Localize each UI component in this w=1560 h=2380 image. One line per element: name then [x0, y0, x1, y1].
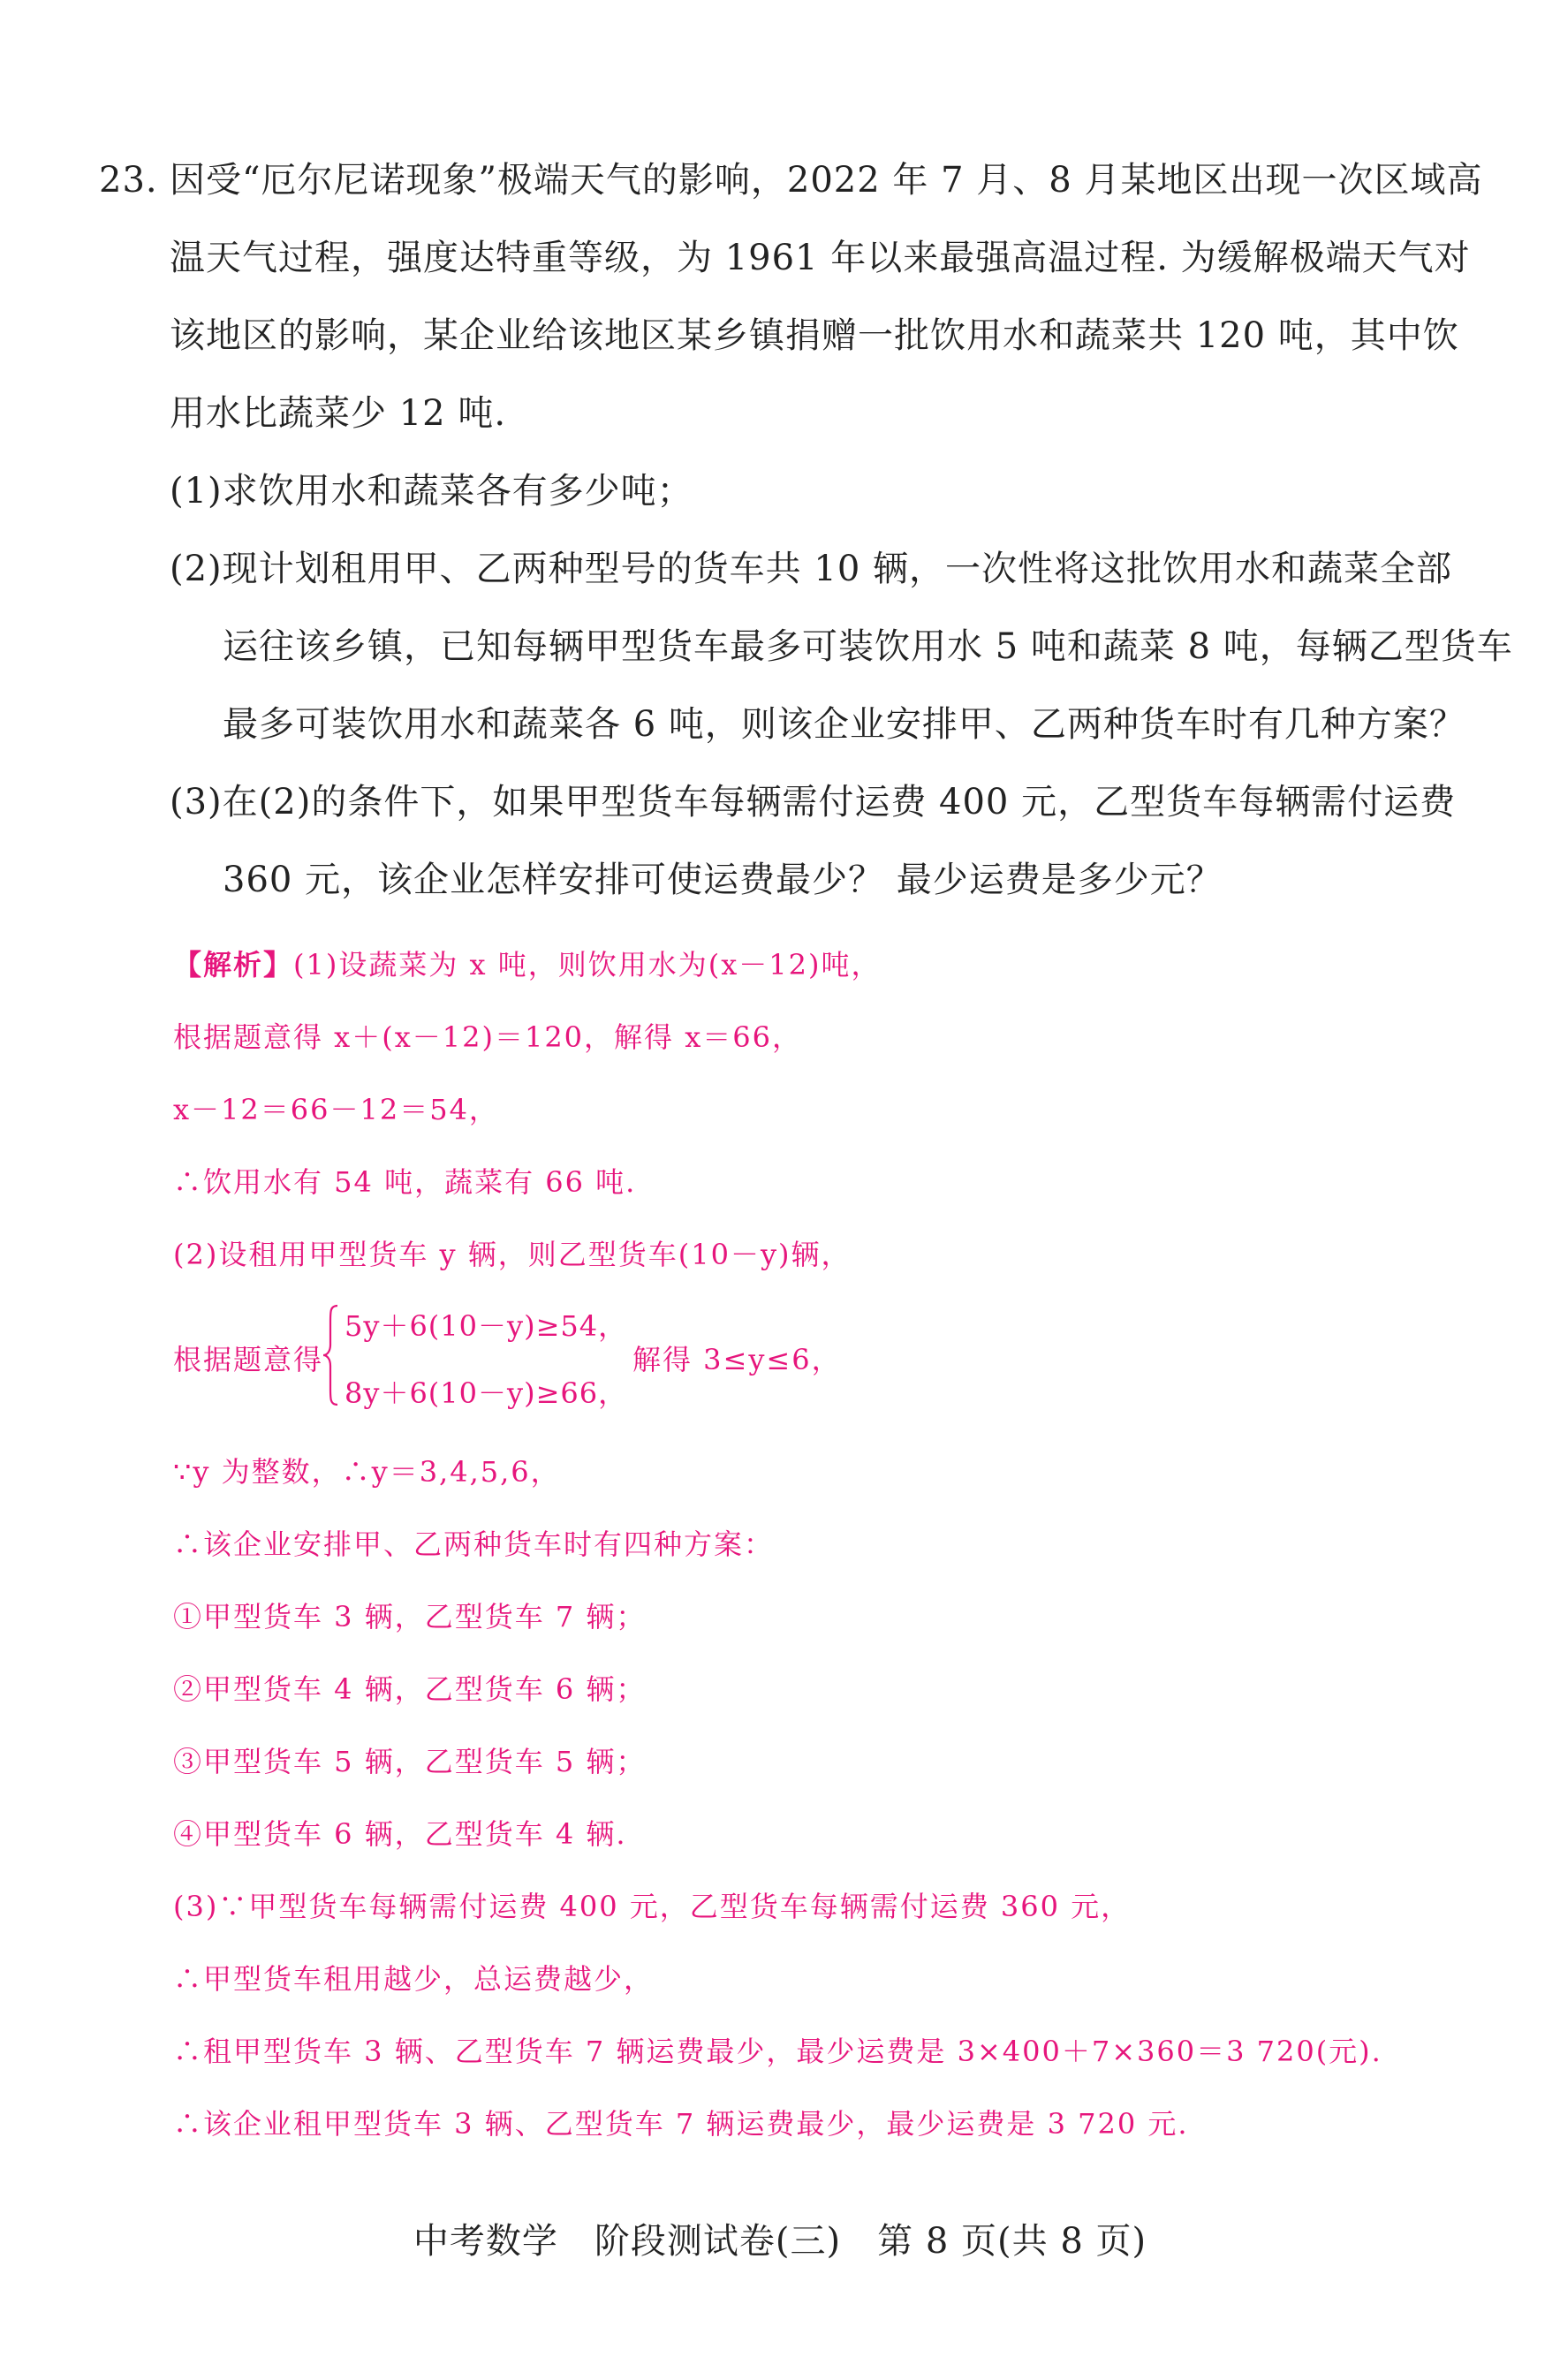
- question-text-line-2: 温天气过程，强度达特重等级，为 1961 年以来最强高温过程. 为缓解极端天气对: [170, 238, 1471, 278]
- solution-line-5: (2)设租用甲型货车 y 辆，则乙型货车(10－y)辆，: [173, 1238, 852, 1271]
- solution-line-14: ∴租甲型货车 3 辆、乙型货车 7 辆运费最少，最少运费是 3×400＋7×360＝3 720(元).: [173, 2035, 1382, 2068]
- system-equation-2: 8y＋6(10－y)≥66，: [345, 1376, 628, 1410]
- solution-line-12: (3)∵甲型货车每辆需付运费 400 元，乙型货车每辆需付运费 360 元，: [173, 1890, 1132, 1923]
- solution-line-3: x－12＝66－12＝54，: [173, 1093, 499, 1126]
- question-number: 23.: [99, 160, 158, 201]
- solution-line-1: [173, 945, 881, 984]
- solution-line-15: ∴该企业租甲型货车 3 辆、乙型货车 7 辆运费最少，最少运费是 3 720 元.: [173, 2107, 1189, 2141]
- question-part-2-line-2: 运往该乡镇，已知每辆甲型货车最多可装饮用水 5 吨和蔬菜 8 吨，每辆乙型货车: [223, 626, 1513, 667]
- page-footer: 中考数学 阶段测试卷(三) 第 8 页(共 8 页): [413, 2221, 1147, 2262]
- plan-1: ①甲型货车 3 辆，乙型货车 7 辆；: [173, 1600, 647, 1633]
- question-part-3-line-1: (3)在(2)的条件下，如果甲型货车每辆需付运费 400 元，乙型货车每辆需付运费: [170, 782, 1457, 822]
- solution-line-1-text: (1)设蔬菜为 x 吨，则饮用水为(x－12)吨，: [293, 948, 882, 982]
- question-text-line-4: 用水比蔬菜少 12 吨.: [170, 393, 507, 434]
- left-brace-icon: [322, 1304, 341, 1406]
- solution-line-13: ∴甲型货车租用越少，总运费越少，: [173, 1962, 655, 1996]
- inequality-system: [173, 1304, 1056, 1410]
- system-equation-1: 5y＋6(10－y)≥54，: [345, 1309, 628, 1343]
- question-text-line-3: 该地区的影响，某企业给该地区某乡镇捐赠一批饮用水和蔬菜共 120 吨，其中饮: [170, 315, 1459, 356]
- question-part-2-line-1: (2)现计划租用甲、乙两种型号的货车共 10 辆，一次性将这批饮用水和蔬菜全部: [170, 549, 1452, 589]
- question-part-1: (1)求饮用水和蔬菜各有多少吨；: [170, 471, 693, 512]
- solution-line-6: ∵y 为整数，∴y＝3,4,5,6，: [173, 1455, 561, 1489]
- plan-4: ④甲型货车 6 辆，乙型货车 4 辆.: [173, 1817, 627, 1851]
- question-part-3-line-2: 360 元，该企业怎样安排可使运费最少？ 最少运费是多少元？: [223, 860, 1223, 900]
- question-part-2-line-3: 最多可装饮用水和蔬菜各 6 吨，则该企业安排甲、乙两种货车时有几种方案？: [223, 704, 1465, 745]
- solution-tag: 【解析】: [173, 948, 294, 982]
- solution-line-2: 根据题意得 x＋(x－12)＝120，解得 x＝66，: [173, 1020, 802, 1054]
- plan-2: ②甲型货车 4 辆，乙型货车 6 辆；: [173, 1672, 647, 1706]
- system-label: 根据题意得: [173, 1343, 324, 1376]
- system-result: 解得 3≤y≤6，: [632, 1343, 842, 1376]
- plan-3: ③甲型货车 5 辆，乙型货车 5 辆；: [173, 1745, 647, 1778]
- question-text-line-1: 因受“厄尔尼诺现象”极端天气的影响，2022 年 7 月、8 月某地区出现一次区域高: [170, 160, 1483, 201]
- solution-line-7: ∴该企业安排甲、乙两种货车时有四种方案：: [173, 1527, 775, 1561]
- solution-line-4: ∴饮用水有 54 吨，蔬菜有 66 吨.: [173, 1165, 637, 1199]
